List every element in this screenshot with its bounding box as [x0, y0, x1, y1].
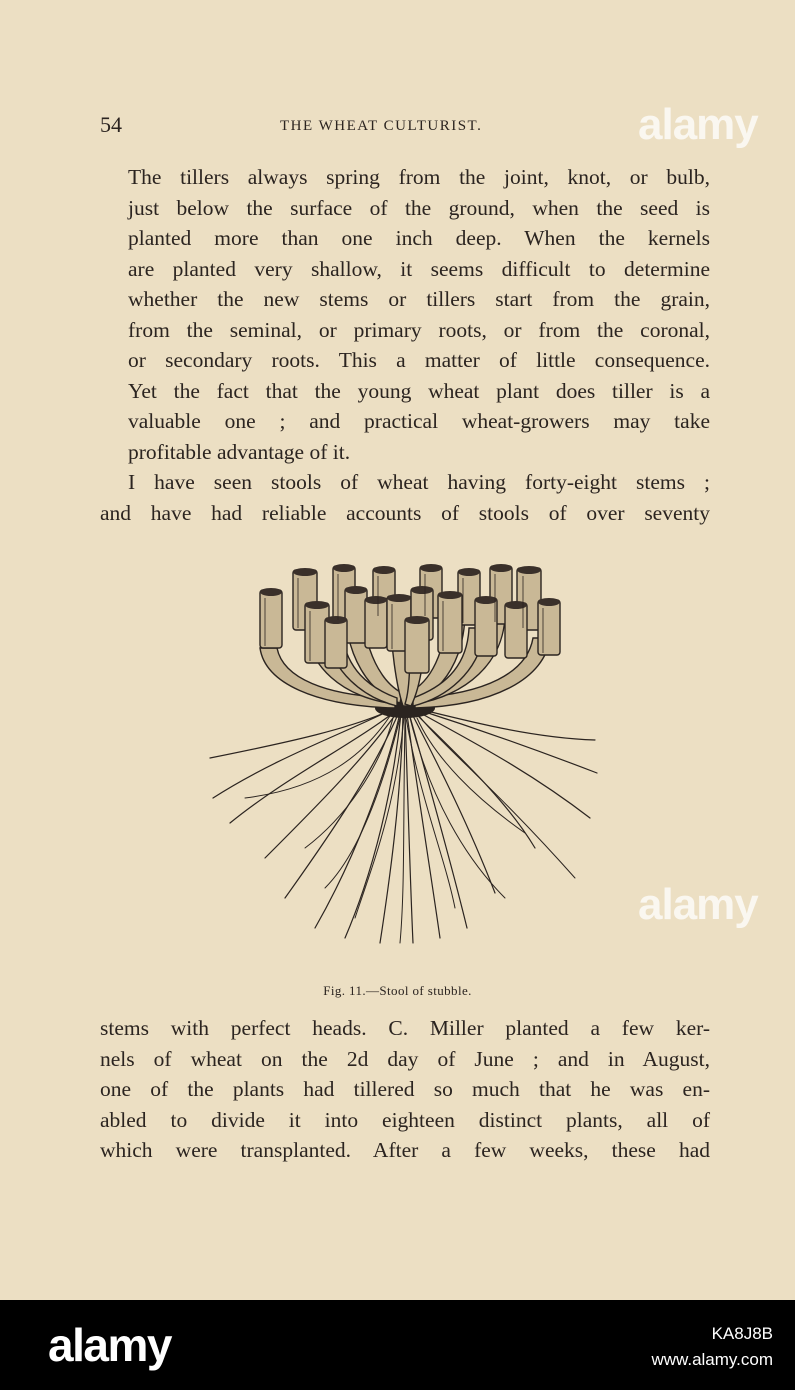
page-number: 54 [100, 112, 122, 137]
site-url: www.alamy.com [651, 1350, 773, 1369]
text-line: The tillers always spring from the joint, knot, or bulb, [128, 165, 710, 189]
stool-of-stubble-illustration [205, 558, 600, 948]
text-line: nels of wheat on the 2d day of June ; and in August, [100, 1046, 710, 1071]
watermark-top: alamy [638, 100, 758, 149]
illustration-svg [205, 558, 600, 948]
stock-footer-bar [0, 1300, 795, 1390]
text-line: and have had reliable accounts of stools of over seventy [100, 500, 710, 525]
text-line: or secondary roots. This a matter of little consequence. [128, 348, 710, 372]
text-line: which were transplanted. After a few weeks, these had [100, 1138, 710, 1162]
text-line: from the seminal, or primary roots, or from the coronal, [128, 317, 710, 342]
running-head [100, 112, 710, 140]
figure-caption: Fig. 11.—Stool of stubble. [323, 983, 472, 998]
running-title: THE WHEAT CULTURIST. [280, 118, 483, 134]
image-id: KA8J8B [711, 1324, 773, 1343]
text-line: whether the new stems or tillers start from the grain, [128, 287, 710, 311]
text-line: one of the plants had tillered so much that he was en- [100, 1077, 710, 1101]
text-line: stems with perfect heads. C. Miller planted a few ker- [100, 1016, 710, 1040]
watermark-middle: alamy [638, 880, 758, 929]
paragraph-2 [100, 467, 710, 528]
text-line: Yet the fact that the young wheat plant does tiller is a [128, 378, 710, 403]
alamy-logo: alamy [48, 1319, 171, 1371]
text-line: just below the surface of the ground, when the seed is [128, 195, 710, 220]
text-line: valuable one ; and practical wheat-growers may take [128, 409, 710, 433]
text-line: I have seen stools of wheat having forty-eight stems ; [128, 470, 710, 494]
paragraph-1 [100, 162, 710, 467]
text-line: abled to divide it into eighteen distinct plants, all of [100, 1107, 710, 1132]
text-line: are planted very shallow, it seems difficult to determine [128, 256, 710, 281]
paragraph-3 [100, 1013, 710, 1166]
text-line: planted more than one inch deep. When the kernels [128, 226, 710, 250]
text-line: profitable advantage of it. [128, 439, 351, 464]
